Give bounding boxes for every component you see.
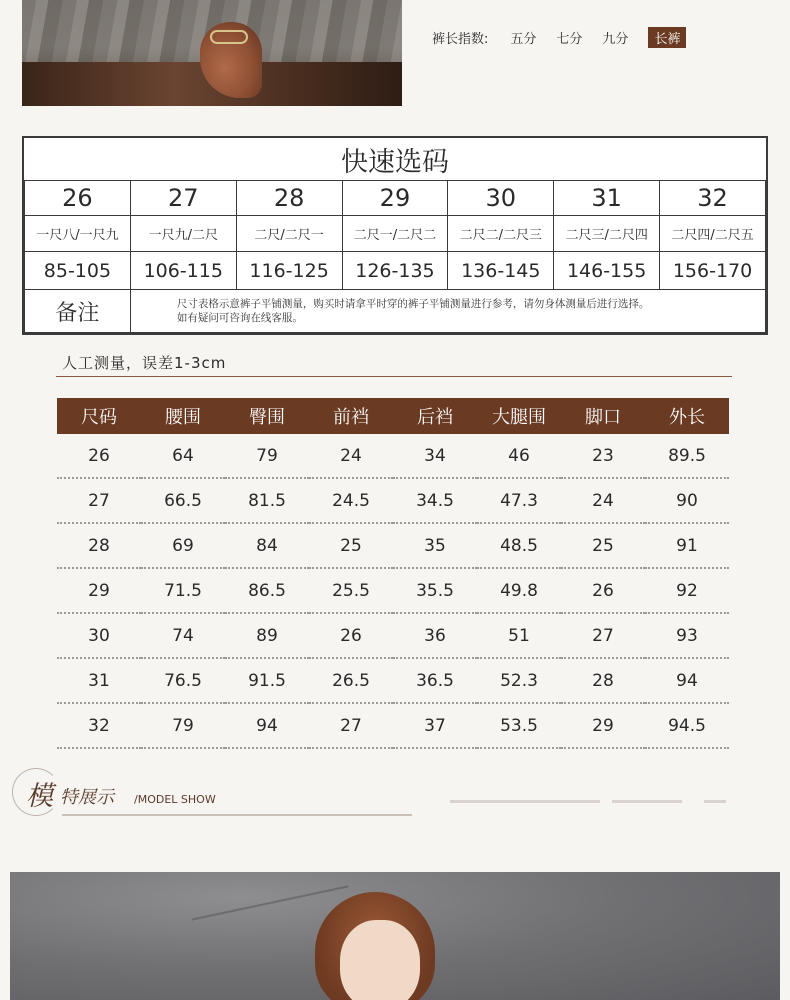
length-index-label: 裤长指数: (432, 32, 489, 47)
quick-size-cell: 32 (660, 181, 766, 216)
size-table-header: 后裆 (393, 398, 477, 434)
size-table-cell: 24 (309, 434, 393, 478)
size-table-cell: 35 (393, 523, 477, 568)
size-table-cell: 93 (645, 613, 729, 658)
size-table-cell: 37 (393, 703, 477, 748)
table-row (57, 478, 729, 523)
table-row (57, 613, 729, 658)
size-table-cell: 26.5 (309, 658, 393, 703)
waist-chi-cell: 一尺八/一尺九 (25, 216, 131, 252)
note-line-2: 如有疑问可咨询在线客服。 (176, 312, 303, 324)
size-table-cell: 79 (141, 703, 225, 748)
size-table-cell: 28 (561, 658, 645, 703)
size-table-cell: 69 (141, 523, 225, 568)
table-row (57, 523, 729, 568)
model-photo (10, 872, 780, 1000)
model-show-header (12, 768, 412, 818)
photo-wall-crack (192, 885, 349, 920)
size-table-cell: 26 (561, 568, 645, 613)
size-table-cell: 94.5 (645, 703, 729, 748)
size-table-header: 臀围 (225, 398, 309, 434)
waist-chi-cell: 二尺/二尺一 (236, 216, 342, 252)
length-index-row (432, 27, 686, 48)
size-table-cell: 34.5 (393, 478, 477, 523)
size-table-cell: 91 (645, 523, 729, 568)
size-table-cell: 51 (477, 613, 561, 658)
shoe-lace (210, 30, 248, 44)
size-table-cell: 94 (225, 703, 309, 748)
size-table-cell: 52.3 (477, 658, 561, 703)
weight-range-cell: 85-105 (25, 252, 131, 290)
table-row (57, 658, 729, 703)
measure-heading: 人工测量，误差1-3cm (62, 354, 227, 372)
size-table-cell: 25.5 (309, 568, 393, 613)
table-row (57, 434, 729, 478)
waist-chi-cell: 一尺九/二尺 (130, 216, 236, 252)
size-table-header: 腰围 (141, 398, 225, 434)
table-row (57, 703, 729, 748)
size-table-cell: 27 (561, 613, 645, 658)
size-table-cell: 31 (57, 658, 141, 703)
size-table-header: 外长 (645, 398, 729, 434)
decor-dash (704, 800, 726, 803)
size-table-cell: 86.5 (225, 568, 309, 613)
size-table-cell: 48.5 (477, 523, 561, 568)
quick-size-cell: 30 (448, 181, 554, 216)
size-table-cell: 76.5 (141, 658, 225, 703)
size-table-cell: 32 (57, 703, 141, 748)
size-table-cell: 47.3 (477, 478, 561, 523)
size-table-cell: 90 (645, 478, 729, 523)
size-table-cell: 71.5 (141, 568, 225, 613)
size-table-cell: 25 (309, 523, 393, 568)
size-table-cell: 84 (225, 523, 309, 568)
size-table-cell: 66.5 (141, 478, 225, 523)
size-table-cell: 91.5 (225, 658, 309, 703)
size-table-cell: 24.5 (309, 478, 393, 523)
decor-dash (612, 800, 682, 803)
note-label: 备注 (25, 290, 131, 333)
quick-size-cell: 28 (236, 181, 342, 216)
weight-range-cell: 106-115 (130, 252, 236, 290)
waist-chi-cell: 二尺四/二尺五 (660, 216, 766, 252)
waist-chi-cell: 二尺一/二尺二 (342, 216, 448, 252)
measure-divider (56, 376, 732, 377)
product-photo-shoe (22, 0, 402, 106)
size-table-header: 脚口 (561, 398, 645, 434)
model-show-big-char: 模 (26, 781, 53, 812)
size-table-cell: 29 (561, 703, 645, 748)
model-show-underline (62, 814, 412, 816)
size-table-cell: 46 (477, 434, 561, 478)
note-text (130, 290, 765, 333)
size-table-cell: 24 (561, 478, 645, 523)
weight-range-cell: 146-155 (554, 252, 660, 290)
size-table-cell: 28 (57, 523, 141, 568)
size-table-cell: 89.5 (645, 434, 729, 478)
size-table-header: 尺码 (57, 398, 141, 434)
size-table-cell: 92 (645, 568, 729, 613)
size-table-cell: 53.5 (477, 703, 561, 748)
quick-size-cell: 31 (554, 181, 660, 216)
length-option-five: 五分 (510, 32, 537, 47)
model-show-english: /MODEL SHOW (134, 793, 216, 806)
weight-range-cell: 116-125 (236, 252, 342, 290)
size-table-cell: 89 (225, 613, 309, 658)
size-table-cell: 29 (57, 568, 141, 613)
size-table-cell: 23 (561, 434, 645, 478)
size-table-cell: 25 (561, 523, 645, 568)
quick-size-title: 快速选码 (25, 138, 766, 181)
size-table-cell: 81.5 (225, 478, 309, 523)
quick-size-cell: 29 (342, 181, 448, 216)
decor-dash (450, 800, 600, 803)
weight-range-cell: 126-135 (342, 252, 448, 290)
table-row (57, 568, 729, 613)
size-table-cell: 36.5 (393, 658, 477, 703)
size-table (57, 398, 729, 749)
size-table-cell: 94 (645, 658, 729, 703)
model-face (340, 920, 420, 1000)
size-table-cell: 36 (393, 613, 477, 658)
quick-size-table (22, 136, 768, 335)
length-option-seven: 七分 (556, 32, 583, 47)
quick-size-cell: 27 (130, 181, 236, 216)
size-table-cell: 26 (57, 434, 141, 478)
size-table-header: 大腿围 (477, 398, 561, 434)
size-table-cell: 79 (225, 434, 309, 478)
size-table-cell: 35.5 (393, 568, 477, 613)
note-line-1: 尺寸表格示意裤子平铺测量，购买时请拿平时穿的裤子平铺测量进行参考，请勿身体测量后进行选择。 (176, 298, 650, 310)
length-option-nine: 九分 (602, 32, 629, 47)
size-table-cell: 27 (57, 478, 141, 523)
quick-size-cell: 26 (25, 181, 131, 216)
weight-range-cell: 156-170 (660, 252, 766, 290)
size-table-cell: 34 (393, 434, 477, 478)
length-option-long: 长裤 (648, 27, 686, 48)
size-table-cell: 64 (141, 434, 225, 478)
size-table-header: 前裆 (309, 398, 393, 434)
model-show-title: 特展示 (60, 787, 114, 808)
waist-chi-cell: 二尺二/二尺三 (448, 216, 554, 252)
size-table-cell: 27 (309, 703, 393, 748)
size-table-cell: 49.8 (477, 568, 561, 613)
size-table-cell: 26 (309, 613, 393, 658)
weight-range-cell: 136-145 (448, 252, 554, 290)
size-table-cell: 30 (57, 613, 141, 658)
size-table-cell: 74 (141, 613, 225, 658)
waist-chi-cell: 二尺三/二尺四 (554, 216, 660, 252)
